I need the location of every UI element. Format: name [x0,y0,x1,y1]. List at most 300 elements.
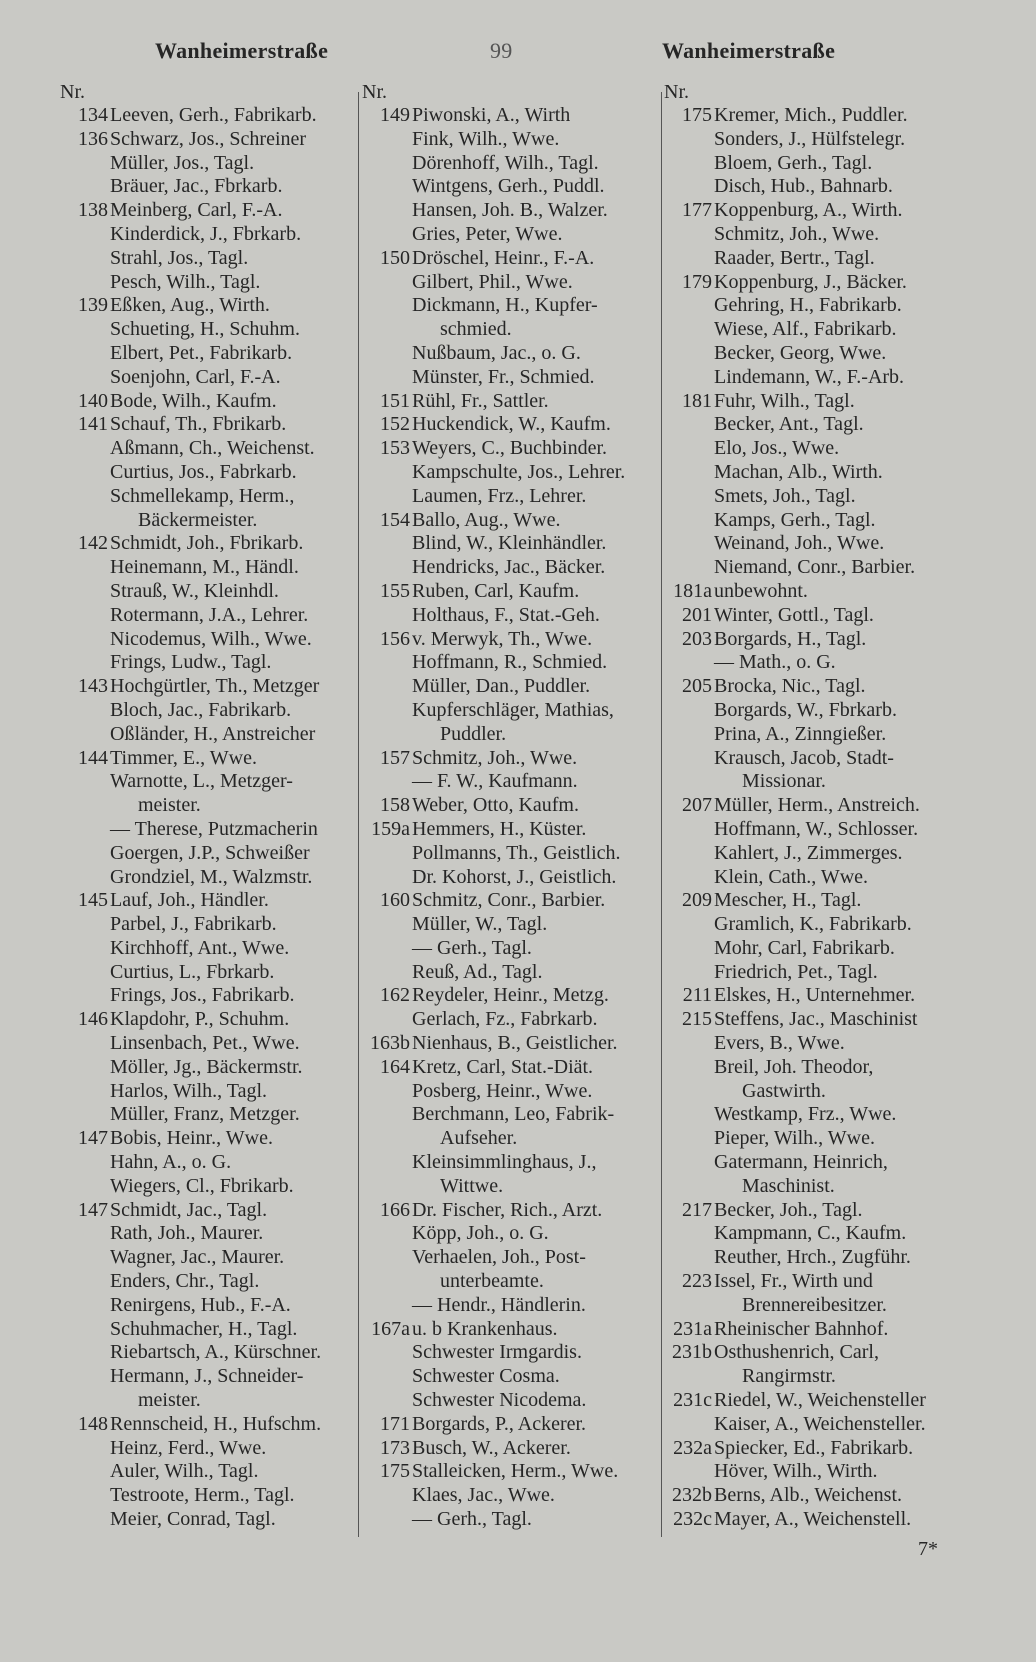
house-number: 231c [673,1389,712,1412]
resident-entry [664,723,974,747]
resident-text: Schuhmacher, H., Tagl. [110,1317,298,1340]
resident-entry [60,1151,356,1175]
resident-text: Weinand, Joh., Wwe. [714,532,885,555]
resident-text: Meier, Conrad, Tagl. [110,1508,276,1531]
resident-text: Leeven, Gerh., Fabrikarb. [110,104,317,126]
resident-entry [60,675,356,699]
resident-entry [60,889,356,913]
resident-entry [664,199,974,223]
resident-entry [362,247,660,271]
resident-entry [664,1413,974,1437]
resident-text: Sonders, J., Hülfstelegr. [714,127,906,150]
resident-entry [60,294,356,318]
resident-entry [664,651,974,675]
resident-entry [362,699,660,723]
resident-text: Renirgens, Hub., F.-A. [110,1293,291,1316]
resident-entry [362,723,660,747]
resident-entry [362,1508,660,1532]
house-number: 232c [673,1508,712,1531]
resident-text: Dröschel, Heinr., F.-A. [412,246,595,269]
resident-entry [664,247,974,271]
resident-entry [664,937,974,961]
resident-text: Puddler. [440,722,507,745]
house-number: 156 [380,627,410,650]
resident-text: — Gerh., Tagl. [412,1508,532,1531]
resident-entry [362,866,660,890]
resident-entry [362,461,660,485]
resident-text: meister. [138,794,201,817]
resident-entry [60,604,356,628]
resident-entry [60,961,356,985]
resident-entry [60,1270,356,1294]
resident-text: Schwester Cosma. [412,1365,560,1388]
resident-text: Harlos, Wilh., Tagl. [110,1079,268,1102]
resident-text: Oßländer, H., Anstreicher [110,722,316,745]
resident-entry [60,509,356,533]
resident-entry [664,485,974,509]
resident-entry [60,271,356,295]
page-number: 99 [490,38,513,63]
resident-entry [664,556,974,580]
resident-entry [362,913,660,937]
resident-text: Reydeler, Heinr., Metzg. [412,984,609,1007]
house-number: 142 [78,532,108,555]
house-number: 136 [78,127,108,150]
house-number: 181 [682,389,712,412]
resident-text: Issel, Fr., Wirth und [714,1270,873,1293]
resident-text: Müller, Dan., Puddler. [412,675,591,698]
resident-text: Gerlach, Fz., Fabrkarb. [412,1008,598,1031]
house-number: 203 [682,627,712,650]
resident-entry [664,1365,974,1389]
resident-text: Hemmers, H., Küster. [412,817,587,840]
resident-text: Linsenbach, Pet., Wwe. [110,1032,300,1055]
resident-entry [60,104,356,128]
resident-entry [362,651,660,675]
house-number: 166 [380,1198,410,1221]
resident-entry [60,866,356,890]
resident-text: Hoffmann, W., Schlosser. [714,817,919,840]
house-number: 162 [380,984,410,1007]
column-divider [661,92,662,1537]
resident-entry [362,1365,660,1389]
resident-entry [664,604,974,628]
resident-text: Borgards, W., Fbrkarb. [714,698,897,721]
resident-entry [362,604,660,628]
resident-text: Stalleicken, Herm., Wwe. [412,1460,619,1483]
resident-text: Dickmann, H., Kupfer- [412,294,598,317]
resident-text: Nienhaus, B., Geistlicher. [412,1032,618,1055]
resident-text: Gilbert, Phil., Wwe. [412,270,573,293]
resident-text: schmied. [440,318,512,341]
house-number: 147 [78,1198,108,1221]
resident-text: Gehring, H., Fabrikarb. [714,294,902,317]
resident-entry [362,770,660,794]
resident-text: Schmitz, Joh., Wwe. [412,746,578,769]
resident-text: Schauf, Th., Fbrikarb. [110,413,287,436]
house-number: 173 [380,1436,410,1459]
resident-entry [60,937,356,961]
resident-text: Rennscheid, H., Hufschm. [110,1412,322,1435]
resident-entry [664,984,974,1008]
resident-entry [60,1222,356,1246]
resident-text: Lauf, Joh., Händler. [110,889,269,912]
resident-text: Dr. Kohorst, J., Geistlich. [412,865,617,888]
resident-entry [664,794,974,818]
house-number-heading: Nr. [362,81,387,103]
resident-entry [60,152,356,176]
house-number: 146 [78,1008,108,1031]
resident-text: Müller, Herm., Anstreich. [714,794,920,817]
house-number: 231a [673,1317,712,1340]
resident-entry [664,1294,974,1318]
resident-text: Klein, Cath., Wwe. [714,865,869,888]
resident-text: Hoffmann, R., Schmied. [412,651,608,674]
resident-text: Frings, Ludw., Tagl. [110,651,272,674]
resident-text: Steffens, Jac., Maschinist [714,1008,918,1031]
house-number: 163b [370,1032,410,1055]
resident-text: Disch, Hub., Bahnarb. [714,175,893,198]
resident-text: Schmidt, Jac., Tagl. [110,1198,268,1221]
resident-text: Wittwe. [440,1174,504,1197]
resident-text: Köpp, Joh., o. G. [412,1222,549,1245]
resident-text: Klaes, Jac., Wwe. [412,1484,555,1507]
resident-text: Brennereibesitzer. [742,1293,887,1316]
resident-entry [60,532,356,556]
resident-text: Schueting, H., Schuhm. [110,318,300,341]
resident-text: Pesch, Wilh., Tagl. [110,270,261,293]
resident-entry [664,1008,974,1032]
resident-entry [664,1175,974,1199]
house-number: 207 [682,794,712,817]
resident-text: u. b Krankenhaus. [412,1317,558,1340]
resident-entry [362,104,660,128]
resident-entry [664,1103,974,1127]
resident-entry [60,794,356,818]
resident-text: Strauß, W., Kleinhdl. [110,579,279,602]
resident-entry [60,747,356,771]
house-number: 175 [380,1460,410,1483]
house-number: 177 [682,199,712,222]
resident-text: Müller, Jos., Tagl. [110,151,255,174]
resident-text: Berchmann, Leo, Fabrik- [412,1103,615,1126]
resident-text: Nußbaum, Jac., o. G. [412,341,581,364]
resident-text: Klapdohr, P., Schuhm. [110,1008,290,1031]
resident-entry [362,509,660,533]
resident-text: Soenjohn, Carl, F.-A. [110,365,281,388]
house-number: 205 [682,675,712,698]
resident-entry [60,1080,356,1104]
resident-entry [60,1056,356,1080]
resident-entry [362,1080,660,1104]
resident-entry [60,1175,356,1199]
resident-entry [60,461,356,485]
resident-entry [362,128,660,152]
house-number: 157 [380,746,410,769]
resident-text: Aufseher. [440,1127,518,1150]
house-number: 232b [672,1484,712,1507]
resident-entry [60,818,356,842]
resident-entry [362,175,660,199]
resident-text: Enders, Chr., Tagl. [110,1270,260,1293]
resident-entry [664,1341,974,1365]
resident-text: Pieper, Wilh., Wwe. [714,1127,875,1150]
resident-text: Osthushenrich, Carl, [714,1341,879,1364]
resident-entry [362,1175,660,1199]
resident-text: Krausch, Jacob, Stadt- [714,746,894,769]
resident-entry [362,223,660,247]
resident-entry [362,937,660,961]
house-number: 155 [380,579,410,602]
resident-text: Rath, Joh., Maurer. [110,1222,264,1245]
resident-text: Hansen, Joh. B., Walzer. [412,199,608,222]
resident-entry [60,1318,356,1342]
house-number: 150 [380,246,410,269]
resident-entry [60,770,356,794]
house-number: 159a [371,817,410,840]
resident-entry [60,580,356,604]
resident-entry [664,461,974,485]
resident-entry [60,175,356,199]
house-number: 139 [78,294,108,317]
resident-text: Laumen, Frz., Lehrer. [412,484,587,507]
resident-entry [362,1294,660,1318]
resident-text: Hochgürtler, Th., Metzger [110,675,320,698]
resident-text: Kleinsimmlinghaus, J., [412,1151,597,1174]
resident-text: — Gerh., Tagl. [412,936,532,959]
house-number-heading: Nr. [664,81,689,103]
resident-text: Müller, Franz, Metzger. [110,1103,300,1126]
resident-entry [664,1222,974,1246]
resident-text: Rheinischer Bahnhof. [714,1317,889,1340]
resident-entry [60,1341,356,1365]
resident-entry [362,1460,660,1484]
resident-entry [664,889,974,913]
house-number: 153 [380,437,410,460]
resident-text: Kampschulte, Jos., Lehrer. [412,460,626,483]
resident-text: Piwonski, A., Wirth [412,104,571,126]
house-number: 160 [380,889,410,912]
resident-entry [664,413,974,437]
resident-entry [362,1318,660,1342]
resident-entry [362,485,660,509]
resident-text: Wiegers, Cl., Fbrikarb. [110,1174,294,1197]
house-number: 215 [682,1008,712,1031]
resident-entry [664,770,974,794]
resident-text: Kaiser, A., Weichensteller. [714,1412,926,1435]
resident-text: Grondziel, M., Walzmstr. [110,865,313,888]
resident-entry [664,1460,974,1484]
resident-text: Becker, Ant., Tagl. [714,413,864,436]
resident-entry [60,1389,356,1413]
resident-text: Kupferschläger, Mathias, [412,698,614,721]
resident-entry [664,175,974,199]
resident-text: Schwester Nicodema. [412,1389,587,1412]
resident-entry [362,294,660,318]
resident-entry [60,413,356,437]
house-number: 138 [78,199,108,222]
resident-entry [362,342,660,366]
resident-entry [362,390,660,414]
resident-text: Evers, B., Wwe. [714,1032,845,1055]
house-number-heading: Nr. [60,81,85,103]
directory-column-1 [60,80,356,1532]
resident-text: — Therese, Putzmacherin [110,817,318,840]
resident-text: Rotermann, J.A., Lehrer. [110,603,309,626]
house-number: 149 [380,104,410,126]
resident-entry [362,556,660,580]
resident-text: Meinberg, Carl, F.-A. [110,199,283,222]
resident-text: Kremer, Mich., Puddler. [714,104,908,126]
house-number: 211 [682,984,712,1007]
resident-entry [60,485,356,509]
resident-text: Borgards, P., Ackerer. [412,1412,587,1435]
resident-text: Bloem, Gerh., Tagl. [714,151,873,174]
resident-text: Weber, Otto, Kaufm. [412,794,579,817]
resident-entry [60,1413,356,1437]
resident-entry [664,318,974,342]
resident-entry [362,628,660,652]
resident-text: Kretz, Carl, Stat.-Diät. [412,1055,594,1078]
resident-text: Fuhr, Wilh., Tagl. [714,389,855,412]
house-number: 140 [78,389,108,412]
resident-entry [362,818,660,842]
resident-entry [60,1437,356,1461]
resident-text: Spiecker, Ed., Fabrikarb. [714,1436,914,1459]
resident-entry [60,651,356,675]
house-number: 179 [682,270,712,293]
resident-entry [60,842,356,866]
resident-entry [362,413,660,437]
resident-entry [362,1127,660,1151]
resident-entry [362,675,660,699]
resident-entry [664,1508,974,1532]
resident-text: Wagner, Jac., Maurer. [110,1246,285,1269]
resident-entry [664,437,974,461]
house-number: 158 [380,794,410,817]
resident-entry [362,152,660,176]
resident-entry [664,842,974,866]
house-number: 171 [380,1412,410,1435]
resident-text: Riedel, W., Weichensteller [714,1389,926,1412]
resident-text: Wintgens, Gerh., Puddl. [412,175,605,198]
resident-text: Kinderdick, J., Fbrkarb. [110,222,302,245]
resident-entry [362,1413,660,1437]
resident-entry [664,1199,974,1223]
resident-text: Lindemann, W., F.-Arb. [714,365,905,388]
house-number: 181a [673,579,712,602]
resident-entry [60,318,356,342]
house-number: 144 [78,746,108,769]
resident-text: Hermann, J., Schneider- [110,1365,304,1388]
resident-text: unterbeamte. [440,1270,544,1293]
resident-entry [664,1056,974,1080]
resident-entry [60,128,356,152]
resident-entry [60,1294,356,1318]
resident-entry [664,532,974,556]
house-number: 175 [682,104,712,126]
resident-entry [664,1151,974,1175]
resident-entry [362,1008,660,1032]
resident-text: Kirchhoff, Ant., Wwe. [110,936,290,959]
house-number: 152 [380,413,410,436]
resident-text: Bode, Wilh., Kaufm. [110,389,277,412]
resident-entry [664,580,974,604]
resident-text: Busch, W., Ackerer. [412,1436,571,1459]
resident-entry [664,152,974,176]
resident-entry [362,1389,660,1413]
resident-entry [60,556,356,580]
resident-entry [60,699,356,723]
resident-entry [60,1484,356,1508]
resident-entry [362,1270,660,1294]
resident-entry [664,342,974,366]
house-number: 164 [380,1055,410,1078]
resident-text: Kamps, Gerh., Tagl. [714,508,876,531]
resident-text: Hendricks, Jac., Bäcker. [412,556,606,579]
resident-entry [60,1460,356,1484]
resident-entry [664,1080,974,1104]
resident-text: Aßmann, Ch., Weichenst. [110,437,315,460]
resident-text: Auler, Wilh., Tagl. [110,1460,259,1483]
resident-text: Mescher, H., Tagl. [714,889,862,912]
resident-entry [362,1032,660,1056]
resident-text: Holthaus, F., Stat.-Geh. [412,603,600,626]
resident-text: Schmellekamp, Herm., [110,484,295,507]
resident-entry [362,842,660,866]
resident-text: Posberg, Heinr., Wwe. [412,1079,593,1102]
house-number: 232a [673,1436,712,1459]
resident-entry [362,1199,660,1223]
resident-text: Elbert, Pet., Fabrikarb. [110,341,293,364]
house-number: 143 [78,675,108,698]
resident-entry [362,1437,660,1461]
resident-entry [664,1270,974,1294]
house-number: 154 [380,508,410,531]
house-number: 167a [371,1317,410,1340]
resident-entry [60,628,356,652]
resident-text: Prina, A., Zinngießer. [714,722,887,745]
resident-text: Bobis, Heinr., Wwe. [110,1127,273,1150]
resident-entry [362,1103,660,1127]
house-number: 148 [78,1412,108,1435]
resident-text: Elo, Jos., Wwe. [714,437,840,460]
resident-entry [664,271,974,295]
resident-entry [664,961,974,985]
resident-entry [362,1484,660,1508]
resident-text: Breil, Joh. Theodor, [714,1055,874,1078]
running-head-left: Wanheimerstraße [155,38,329,63]
resident-text: Borgards, H., Tagl. [714,627,867,650]
resident-entry [362,1246,660,1270]
resident-entry [60,199,356,223]
house-number: 209 [682,889,712,912]
resident-entry [60,223,356,247]
resident-text: Nicodemus, Wilh., Wwe. [110,627,312,650]
resident-entry [362,984,660,1008]
resident-entry [664,699,974,723]
resident-entry [664,1032,974,1056]
resident-text: Becker, Georg, Wwe. [714,341,887,364]
resident-entry [60,1008,356,1032]
resident-text: Machan, Alb., Wirth. [714,460,883,483]
resident-text: Curtius, Jos., Fabrkarb. [110,460,297,483]
resident-text: Curtius, L., Fbrkarb. [110,960,275,983]
resident-entry [60,913,356,937]
resident-entry [664,675,974,699]
resident-text: Gatermann, Heinrich, [714,1151,888,1174]
resident-text: Schwester Irmgardis. [412,1341,582,1364]
